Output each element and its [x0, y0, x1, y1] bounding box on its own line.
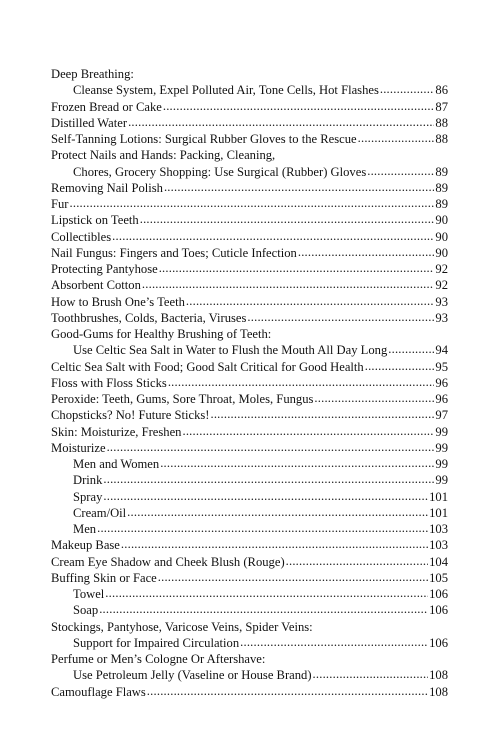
toc-entry-title: Makeup Base — [51, 538, 120, 553]
dot-leader — [380, 81, 435, 97]
toc-entry — [51, 180, 448, 196]
dot-leader — [314, 390, 434, 406]
toc-page-number: 90 — [435, 245, 448, 260]
toc-page-number: 99 — [435, 440, 448, 455]
dot-leader — [158, 569, 428, 585]
toc-entry — [51, 586, 448, 602]
toc-entry — [51, 489, 448, 505]
toc-entry — [51, 261, 448, 277]
dot-leader — [112, 228, 434, 244]
dot-leader — [182, 423, 434, 439]
toc-entry — [51, 554, 448, 570]
toc-entry — [51, 196, 448, 212]
dot-leader — [367, 163, 434, 179]
toc-entry-title: Cream/Oil — [73, 505, 127, 520]
toc-heading: Deep Breathing: — [51, 67, 134, 81]
dot-leader — [240, 634, 428, 650]
toc-entry — [51, 456, 448, 472]
dot-leader — [298, 244, 435, 260]
toc-entry-title: Celtic Sea Salt with Food; Good Salt Critical for Good Health — [51, 359, 364, 374]
toc-page-number: 96 — [435, 375, 448, 390]
toc-page-number: 105 — [429, 570, 448, 585]
toc-entry — [51, 115, 448, 131]
toc-page-number: 93 — [435, 294, 448, 309]
toc-entry — [51, 391, 448, 407]
toc-page-number: 86 — [435, 83, 448, 98]
toc-page-number: 89 — [435, 197, 448, 211]
toc-entry-title: Floss with Floss Sticks — [51, 375, 167, 390]
toc-entry — [51, 424, 448, 440]
toc-entry — [51, 310, 448, 326]
toc-entry — [51, 212, 448, 228]
toc-entry-title: Nail Fungus: Fingers and Toes; Cuticle Infection — [51, 245, 297, 260]
toc-entry — [51, 440, 448, 456]
toc-page-number: 97 — [435, 408, 448, 423]
toc-entry — [51, 342, 448, 358]
toc-page-number: 106 — [429, 635, 448, 650]
toc-entry — [51, 602, 448, 618]
dot-leader — [103, 471, 434, 487]
toc-entry — [51, 635, 448, 651]
dot-leader — [147, 683, 428, 699]
toc-page-number: 96 — [435, 392, 448, 406]
dot-leader — [388, 341, 434, 357]
toc-entry — [51, 407, 448, 423]
toc-page-number: 93 — [435, 310, 448, 325]
toc-page-number: 90 — [435, 229, 448, 244]
toc-page-number: 103 — [429, 538, 448, 553]
toc-entry-title: Lipstick on Teeth — [51, 213, 139, 228]
toc-page-number: 95 — [435, 359, 448, 374]
toc-page-number: 99 — [435, 424, 448, 439]
toc-entry-title: Collectibles — [51, 229, 112, 244]
dot-leader — [97, 520, 428, 536]
toc-page-number: 106 — [429, 587, 448, 601]
toc-entry — [51, 521, 448, 537]
toc-entry-title: Protecting Pantyhose — [51, 262, 158, 276]
toc-entry-title: Spray — [73, 489, 103, 504]
toc-heading: Good-Gums for Healthy Brushing of Teeth: — [51, 327, 272, 341]
toc-entry-title: Towel — [73, 587, 105, 601]
toc-entry-title: Chores, Grocery Shopping: Use Surgical (Rubber) Gloves — [73, 164, 367, 179]
table-of-contents — [51, 66, 448, 700]
dot-leader — [186, 293, 435, 309]
toc-entry — [51, 277, 448, 293]
toc-entry — [51, 245, 448, 261]
toc-entry-title: Support for Impaired Circulation — [73, 635, 240, 650]
toc-entry — [51, 667, 448, 683]
toc-page-number: 108 — [429, 668, 448, 683]
toc-entry-title: Fur — [51, 197, 69, 211]
toc-page-number: 104 — [429, 554, 448, 569]
toc-entry-title: Men and Women — [73, 457, 160, 471]
dot-leader — [121, 536, 428, 552]
toc-page-number: 99 — [435, 457, 448, 471]
dot-leader — [313, 666, 429, 682]
toc-entry — [51, 359, 448, 375]
toc-entry-title: Cream Eye Shadow and Cheek Blush (Rouge) — [51, 554, 285, 569]
dot-leader — [160, 455, 434, 471]
toc-page-number: 89 — [435, 164, 448, 179]
toc-page-number: 92 — [435, 278, 448, 293]
toc-page-number: 90 — [435, 213, 448, 228]
toc-heading: Perfume or Men’s Cologne Or Aftershave: — [51, 652, 266, 666]
toc-page-number: 101 — [429, 489, 448, 504]
toc-page-number: 89 — [435, 180, 448, 195]
dot-leader — [168, 374, 435, 390]
dot-leader — [142, 276, 435, 292]
toc-entry — [51, 375, 448, 391]
dot-leader — [105, 585, 428, 601]
toc-page-number: 99 — [435, 473, 448, 488]
toc-page-number: 88 — [435, 115, 448, 130]
dot-leader — [164, 179, 434, 195]
dot-leader — [70, 195, 435, 211]
toc-entry — [51, 131, 448, 147]
toc-entry-title: Use Petroleum Jelly (Vaseline or House Brand) — [73, 668, 312, 683]
toc-entry-title: Peroxide: Teeth, Gums, Sore Throat, Moles, Fungus — [51, 392, 314, 406]
dot-leader — [107, 439, 435, 455]
dot-leader — [140, 211, 435, 227]
toc-entry-title: Men — [73, 522, 97, 536]
toc-entry-title: Chopsticks? No! Future Sticks! — [51, 408, 210, 423]
toc-entry — [51, 505, 448, 521]
toc-page-number: 108 — [429, 684, 448, 699]
toc-page-number: 103 — [429, 522, 448, 536]
dot-leader — [128, 114, 434, 130]
dot-leader — [247, 309, 434, 325]
toc-entry-title: Use Celtic Sea Salt in Water to Flush the Mouth All Day Long — [73, 343, 388, 358]
toc-heading: Stockings, Pantyhose, Varicose Veins, Spider Veins: — [51, 619, 313, 634]
toc-entry — [51, 99, 448, 115]
toc-page-number: 106 — [429, 603, 448, 618]
toc-page-number: 101 — [429, 505, 448, 520]
dot-leader — [127, 504, 428, 520]
toc-entry — [51, 537, 448, 553]
toc-page-number: 92 — [435, 262, 448, 276]
toc-entry-title: Absorbent Cotton — [51, 278, 141, 293]
toc-entry-title: How to Brush One’s Teeth — [51, 294, 185, 309]
toc-page-number: 94 — [435, 343, 448, 358]
toc-entry-title: Camouflage Flaws — [51, 684, 146, 699]
toc-entry-title: Skin: Moisturize, Freshen — [51, 424, 182, 439]
dot-leader — [103, 488, 428, 504]
toc-entry-title: Soap — [73, 603, 99, 618]
toc-page-number: 87 — [435, 99, 448, 114]
toc-entry — [51, 164, 448, 180]
dot-leader — [286, 553, 428, 569]
dot-leader — [358, 130, 435, 146]
toc-entry-title: Frozen Bread or Cake — [51, 99, 162, 114]
dot-leader — [99, 601, 428, 617]
toc-entry-title: Moisturize — [51, 440, 106, 455]
toc-entry-title: Distilled Water — [51, 115, 128, 130]
dot-leader — [159, 260, 435, 276]
toc-entry — [51, 684, 448, 700]
dot-leader — [163, 98, 435, 114]
toc-entry-title: Toothbrushes, Colds, Bacteria, Viruses — [51, 310, 247, 325]
toc-entry-title: Cleanse System, Expel Polluted Air, Tone Cells, Hot Flashes — [73, 83, 379, 98]
toc-entry-title: Buffing Skin or Face — [51, 570, 157, 585]
toc-entry-title: Drink — [73, 473, 103, 488]
toc-entry — [51, 229, 448, 245]
toc-entry-title: Self-Tanning Lotions: Surgical Rubber Gloves to the Rescue — [51, 132, 357, 146]
toc-page-number: 88 — [435, 132, 448, 146]
toc-entry — [51, 82, 448, 98]
dot-leader — [365, 358, 435, 374]
toc-entry — [51, 472, 448, 488]
dot-leader — [210, 406, 434, 422]
toc-entry — [51, 570, 448, 586]
toc-entry-title: Removing Nail Polish — [51, 180, 163, 195]
toc-heading: Protect Nails and Hands: Packing, Cleaning, — [51, 148, 276, 163]
toc-entry — [51, 294, 448, 310]
